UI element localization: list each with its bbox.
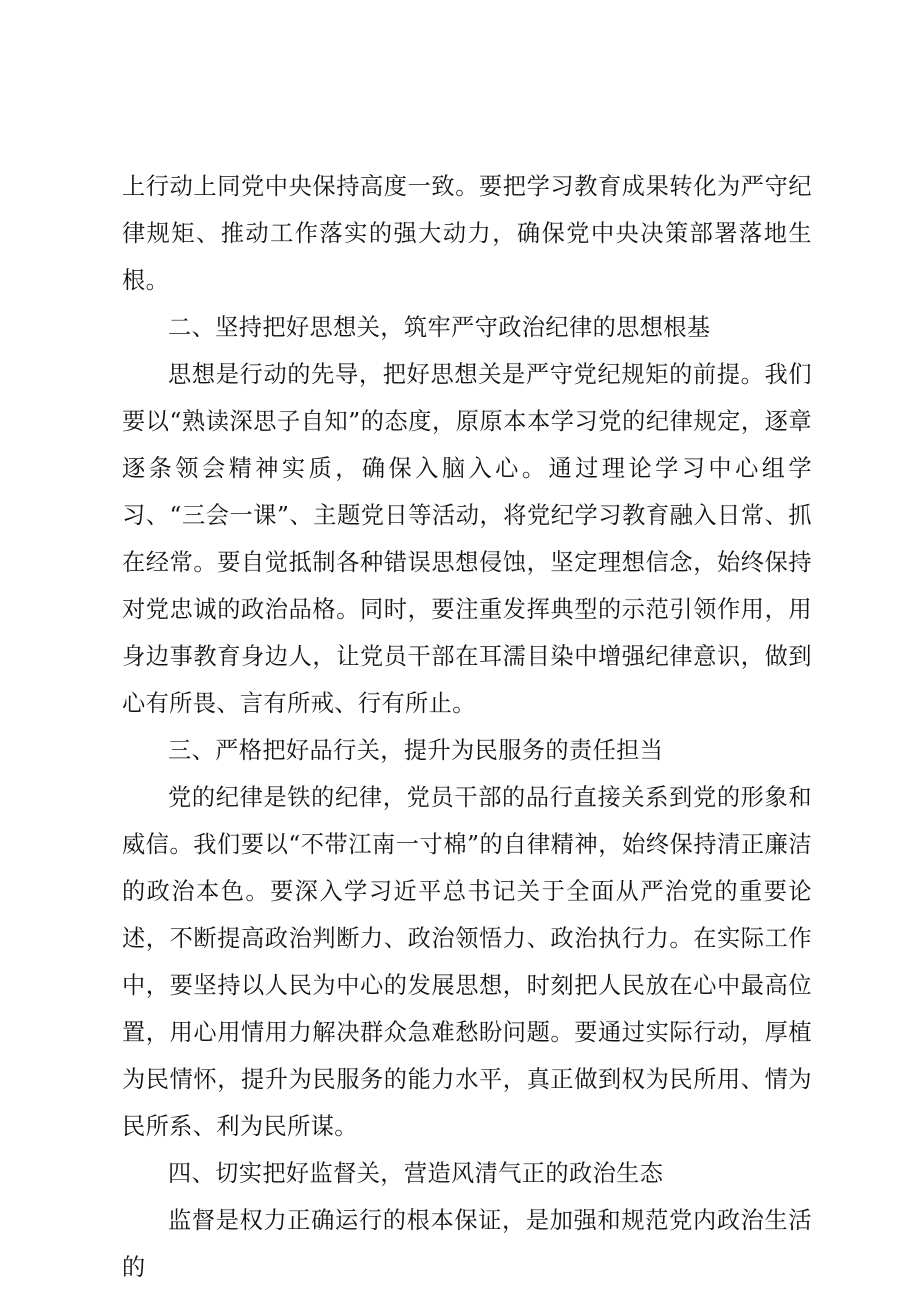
paragraph-section-3: 党的纪律是铁的纪律，党员干部的品行直接关系到党的形象和威信。我们要以“不带江南一寸棉”的自律精神，始终保持清正廉洁的政治本色。要深入学习近平总书记关于全面从严治党的重要论述，不断提高政治判断力、政治领悟力、政治执行力。在实际工作中，要坚持以人民为中心的发展思想，时刻把人民放在心中最高位置，用心用情用力解决群众急难愁盼问题。要通过实际行动，厚植为民情怀，提升为民服务的能力水平，真正做到权为民所用、情为民所系、利为民所谋。	[122, 784, 812, 1140]
section-heading-3: 三、严格把好品行关，提升为民服务的责任担当	[168, 737, 664, 764]
paragraph-section-2: 思想是行动的先导，把好思想关是严守党纪规矩的前提。我们要以“熟读深思子自知”的态度，原原本本学习党的纪律规定，逐章逐条领会精神实质，确保入脑入心。通过理论学习中心组学习、“三会一课”、主题党日等活动，将党纪学习教育融入日常、抓在经常。要自觉抵制各种错误思想侵蚀，坚定理想信念，始终保持对党忠诚的政治品格。同时，要注重发挥典型的示范引领作用，用身边事教育身边人，让党员干部在耳濡目染中增强纪律意识，做到心有所畏、言有所戒、行有所止。	[122, 361, 812, 717]
document-body	[122, 163, 812, 1291]
paragraph-section-4: 监督是权力正确运行的根本保证，是加强和规范党内政治生活的	[122, 1207, 812, 1281]
section-heading-4: 四、切实把好监督关，营造风清气正的政治生态	[168, 1160, 664, 1187]
section-heading-2: 二、坚持把好思想关，筑牢严守政治纪律的思想根基	[168, 314, 711, 341]
paragraph-continuation: 上行动上同党中央保持高度一致。要把学习教育成果转化为严守纪律规矩、推动工作落实的强大动力，确保党中央决策部署落地生根。	[122, 173, 812, 294]
